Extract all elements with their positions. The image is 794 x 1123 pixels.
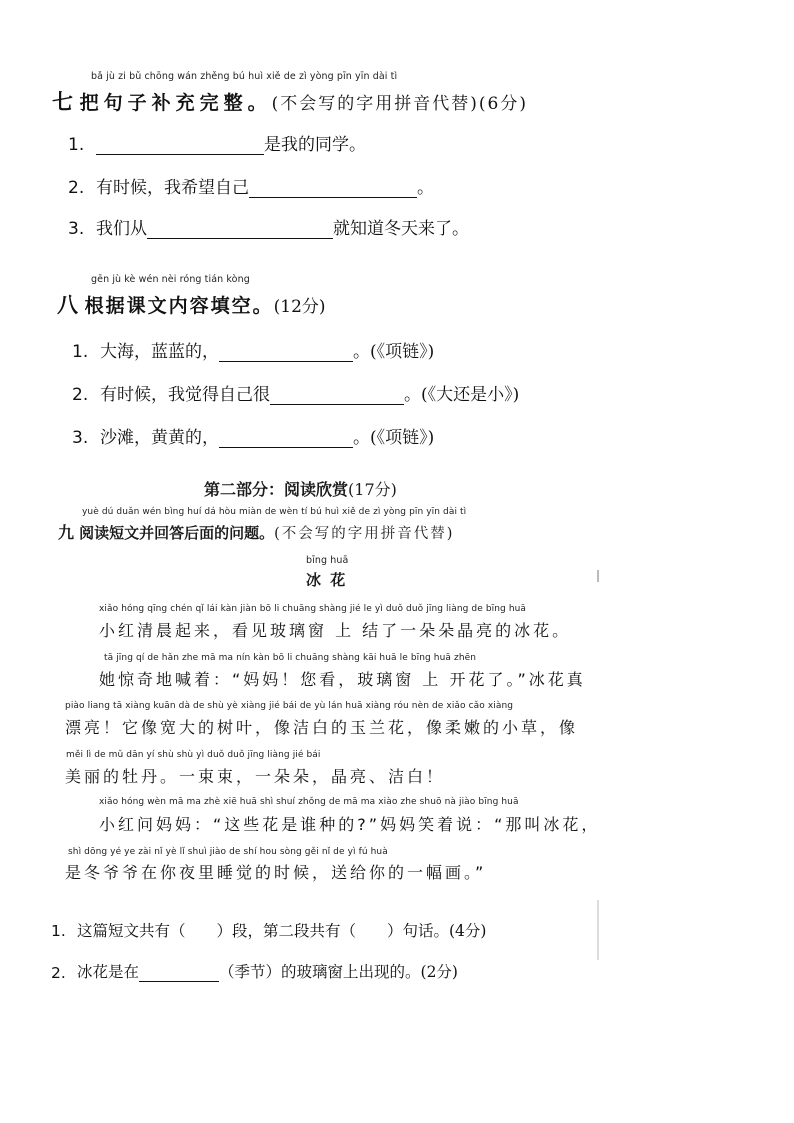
q8-pinyin: gēn jù kè wén nèi róng tián kòng — [91, 274, 250, 285]
q7-pinyin: bǎ jù zi bǔ chōng wán zhěng bú huì xiě de zì yòng pīn yīn dài tì — [91, 71, 398, 82]
q8-item-2: 2. 有时候，我觉得自己很 。(《大还是小》) — [72, 385, 520, 405]
q7-item-1: 1. 是我的同学。 — [68, 135, 366, 155]
q8-title: 根据课文内容填空。 — [84, 295, 274, 317]
story-line-5-pinyin: xiǎo hóng wèn mā ma zhè xiē huā shì shuí zhǒng de mā ma xiào zhe shuō nà jiào bīng huā — [99, 797, 519, 807]
answer-blank[interactable] — [249, 179, 417, 198]
story-line-6: 是冬爷爷在你夜里睡觉的时候，送给你的一幅画。” — [65, 863, 487, 882]
part2-score: (17分) — [348, 480, 397, 499]
q8-item-3: 3. 沙滩，黄黄的， 。(《项链》) — [72, 428, 435, 448]
answer-blank[interactable] — [96, 136, 264, 155]
story-line-2-pinyin: tā jīng qí de hǎn zhe mā ma nín kàn bō li chuāng shàng kāi huā le bīng huā zhēn — [104, 653, 477, 663]
answer-blank[interactable] — [147, 220, 333, 239]
page-edge-mark — [597, 570, 599, 582]
q9-note: (不会写的字用拼音代替) — [274, 526, 455, 542]
q7-item-3: 3. 我们从 就知道冬天来了。 — [68, 219, 469, 239]
story-line-3-pinyin: piào liang tā xiàng kuān dà de shù yè xiàng jié bái de yù lán huā xiàng róu nèn de xiǎo cǎo xiàng — [65, 701, 514, 711]
story-line-1: 小红清晨起来，看见玻璃窗 上 结了一朵朵晶亮的冰花。 — [99, 621, 572, 640]
story-line-4: 美丽的牡丹。一束束，一朵朵，晶亮、洁白！ — [65, 767, 446, 786]
story-line-4-pinyin: měi lì de mǔ dān yí shù shù yì duǒ duǒ jīng liàng jié bái — [66, 750, 321, 760]
q9-number: 九 — [58, 523, 75, 542]
q9-pinyin: yuè dú duǎn wén bìng huí dá hòu miàn de wèn tí bú huì xiě de zì yòng pīn yīn dài tì — [82, 507, 467, 517]
story-line-3: 漂亮！它像宽大的树叶，像洁白的玉兰花，像柔嫩的小草，像 — [65, 718, 579, 737]
part2-title: 第二部分：阅读欣赏 — [204, 480, 349, 499]
story-title: 冰 花 — [306, 571, 348, 589]
question-2: 2. 冰花是在 （季节）的玻璃窗上出现的。(2分) — [51, 963, 458, 982]
part2-heading — [204, 477, 397, 500]
story-line-5: 小红问妈妈：“这些花是谁种的?”妈妈笑着说：“那叫冰花， — [99, 815, 601, 834]
story-line-2: 她惊奇地喊着：“妈妈！您看，玻璃窗 上 开花了。”冰花真 — [99, 670, 586, 689]
q8-number: 八 — [57, 293, 78, 317]
page-edge-mark — [597, 900, 599, 960]
q7-number: 七 — [52, 90, 73, 114]
story-line-1-pinyin: xiǎo hóng qīng chén qǐ lái kàn jiàn bō li chuāng shàng jié le yì duǒ duǒ jīng liàng de bīng huā — [99, 604, 527, 614]
q8-heading — [57, 289, 326, 319]
q8-note: (12分) — [273, 297, 326, 317]
answer-blank[interactable] — [139, 963, 219, 982]
story-line-6-pinyin: shì dōng yé ye zài nǐ yè lǐ shuì jiào de shí hou sòng gěi nǐ de yì fú huà — [68, 847, 388, 857]
q9-heading — [58, 520, 454, 543]
answer-blank[interactable] — [270, 386, 404, 405]
story-title-pinyin: bīng huā — [306, 555, 349, 566]
answer-blank[interactable] — [219, 429, 353, 448]
q9-title: 阅读短文并回答后面的问题。 — [79, 524, 275, 542]
answer-blank[interactable] — [219, 343, 353, 362]
q7-heading — [52, 86, 528, 116]
q7-item-2: 2. 有时候，我希望自己 。 — [68, 178, 434, 198]
q7-note: (不会写的字用拼音代替)(6分) — [271, 94, 528, 114]
q7-title: 把句子补充完整。 — [79, 92, 272, 114]
question-1: 1. 这篇短文共有（ ）段，第二段共有（ ）句话。(4分) — [51, 922, 487, 940]
q8-item-1: 1. 大海，蓝蓝的， 。(《项链》) — [72, 342, 435, 362]
